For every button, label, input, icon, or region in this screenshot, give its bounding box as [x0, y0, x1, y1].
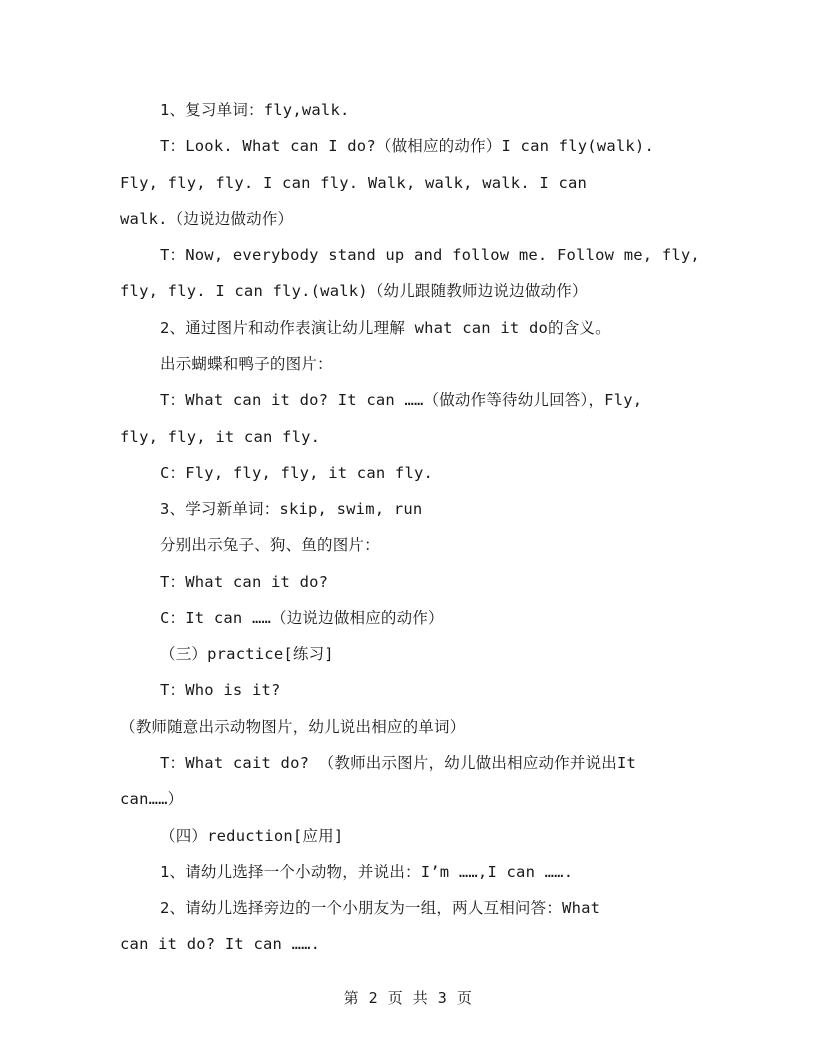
text-line: fly, fly. I can fly.(walk)（幼儿跟随教师边说边做动作）	[120, 282, 588, 300]
text-line: （四）reduction[应用]	[160, 827, 344, 845]
text-line: C：It can ……（边说边做相应的动作）	[160, 609, 444, 627]
text-line: T：Who is it?	[160, 681, 281, 699]
page-number-footer: 第 2 页 共 3 页	[343, 989, 473, 1007]
text-line: （教师随意出示动物图片，幼儿说出相应的单词）	[120, 718, 466, 736]
text-line: can it do? It can …….	[120, 935, 321, 953]
text-line: 2、请幼儿选择旁边的一个小朋友为一组，两人互相问答：What	[160, 899, 601, 917]
text-line: 1、请幼儿选择一个小动物，并说出：I’m ……,I can …….	[160, 863, 574, 881]
text-line: can……）	[120, 790, 184, 808]
text-line: 1、复习单词：fly,walk.	[160, 101, 350, 119]
text-line: C：Fly, fly, fly, it can fly.	[160, 464, 434, 482]
text-line: T：Now, everybody stand up and follow me. Follow me, fly,	[160, 246, 700, 264]
text-line: Fly, fly, fly. I can fly. Walk, walk, walk. I can	[120, 174, 588, 192]
text-line: T：What cait do? （教师出示图片，幼儿做出相应动作并说出It	[160, 754, 637, 772]
text-line: T：Look. What can I do?（做相应的动作）I can fly(walk).	[160, 137, 654, 155]
text-line: T：What can it do? It can ……（做动作等待幼儿回答），Fly,	[160, 391, 643, 409]
text-line: T：What can it do?	[160, 573, 329, 591]
text-line: 分别出示兔子、狗、鱼的图片：	[160, 536, 380, 554]
text-line: fly, fly, it can fly.	[120, 428, 321, 446]
text-line: 3、学习新单词：skip, swim, run	[160, 500, 423, 518]
text-line: 出示蝴蝶和鸭子的图片：	[160, 355, 333, 373]
text-line: （三）practice[练习]	[160, 645, 334, 663]
text-line: walk.（边说边做动作）	[120, 210, 294, 228]
text-line: 2、通过图片和动作表演让幼儿理解 what can it do的含义。	[160, 319, 611, 337]
